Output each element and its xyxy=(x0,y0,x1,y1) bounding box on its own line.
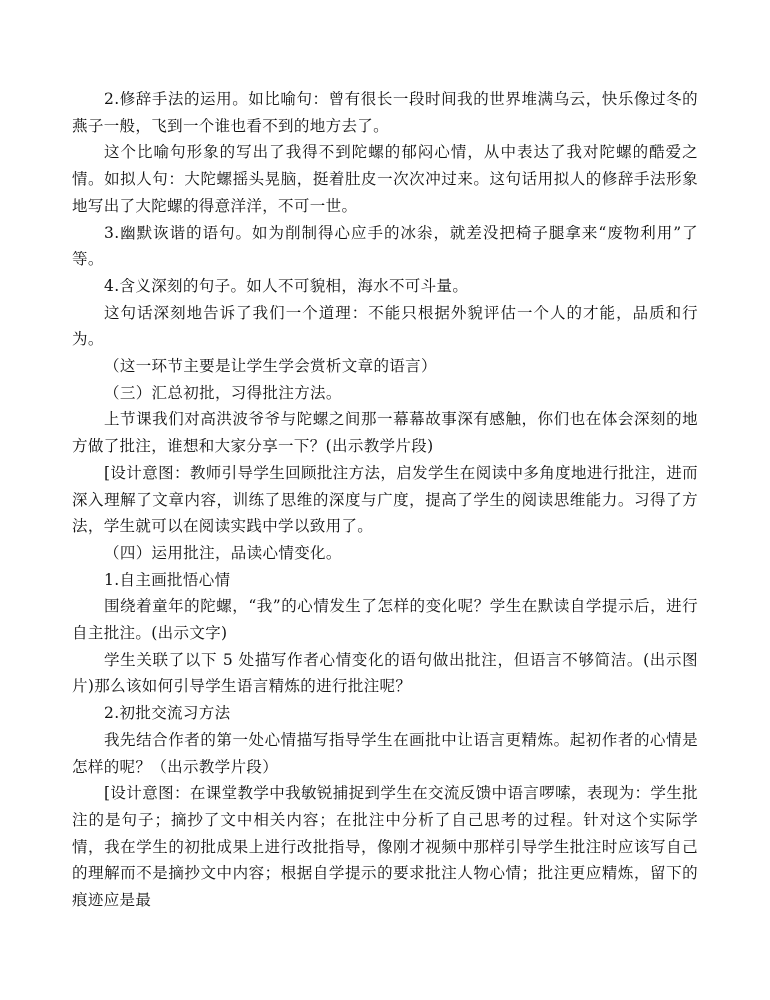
paragraph-humor-heading: 3.幽默诙谐的语句。如为削制得心应手的冰尜，就差没把椅子腿拿来“废物利用”了等。 xyxy=(72,223,698,269)
paragraph-review-prompt: 上节课我们对高洪波爷爷与陀螺之间那一幕幕故事深有感触，你们也在体会深刻的地方做了批注，谁想和大家分享一下？(出示教学片段) xyxy=(72,410,698,456)
paragraph-meaning-explanation: 这句话深刻地告诉了我们一个道理：不能只根据外貌评估一个人的才能，品质和行为。 xyxy=(72,303,698,349)
paragraph-section-four-heading: （四）运用批注，品读心情变化。 xyxy=(104,543,342,562)
paragraph-design-intent-2: [设计意图：在课堂教学中我敏锐捕捉到学生在交流反馈中语言啰嗦，表现为：学生批注的是句子；摘抄了文中相关内容；在批注中分析了自己思考的过程。针对这个实际学情，我在学生的初批成果上进行改批指导，像刚才视频中那样引导学生批注时应该写自己的理解而不是摘抄文中内容；根据自学提示的要求批注人物心情；批注更应精炼，留下的痕迹应是最 xyxy=(72,784,698,910)
paragraph-guidance: 我先结合作者的第一处心情描写指导学生在画批中让语言更精炼。起初作者的心情是怎样的呢？（出示教学片段） xyxy=(72,730,698,776)
paragraph-metaphor-analysis: 这个比喻句形象的写出了我得不到陀螺的郁闷心情，从中表达了我对陀螺的酷爱之情。如拟人句：大陀螺摇头晃脑，挺着肚皮一次次冲过来。这句话用拟人的修辞手法形象地写出了大陀螺的得意洋洋，不可一世。 xyxy=(72,143,698,215)
paragraph-exchange-heading: 2.初批交流习方法 xyxy=(104,704,231,723)
paragraph-section-note: （这一环节主要是让学生学会赏析文章的语言） xyxy=(104,357,437,376)
paragraph-section-three-heading: （三）汇总初批，习得批注方法。 xyxy=(104,383,342,402)
paragraph-design-intent-1: [设计意图：教师引导学生回顾批注方法，启发学生在阅读中多角度地进行批注，进而深入理解了文章内容，训练了思维的深度与广度，提高了学生的阅读思维能力。习得了方法，学生就可以在阅读实践中学以致用了。 xyxy=(72,463,698,536)
paragraph-self-annotation-heading: 1.自主画批悟心情 xyxy=(104,570,231,589)
paragraph-mood-question: 围绕着童年的陀螺，“我”的心情发生了怎样的变化呢？学生在默读自学提示后，进行自主批注。(出示文字) xyxy=(72,597,698,643)
paragraph-student-annotations: 学生关联了以下 5 处描写作者心情变化的语句做出批注，但语言不够简洁。(出示图片)那么该如何引导学生语言精炼的进行批注呢？ xyxy=(72,650,698,696)
paragraph-rhetoric-heading: 2.修辞手法的运用。如比喻句：曾有很长一段时间我的世界堆满乌云，快乐像过冬的燕子一般，飞到一个谁也看不到的地方去了。 xyxy=(72,90,698,135)
document-body xyxy=(72,86,698,914)
paragraph-meaningful-heading: 4.含义深刻的句子。如人不可貌相，海水不可斗量。 xyxy=(104,276,469,295)
